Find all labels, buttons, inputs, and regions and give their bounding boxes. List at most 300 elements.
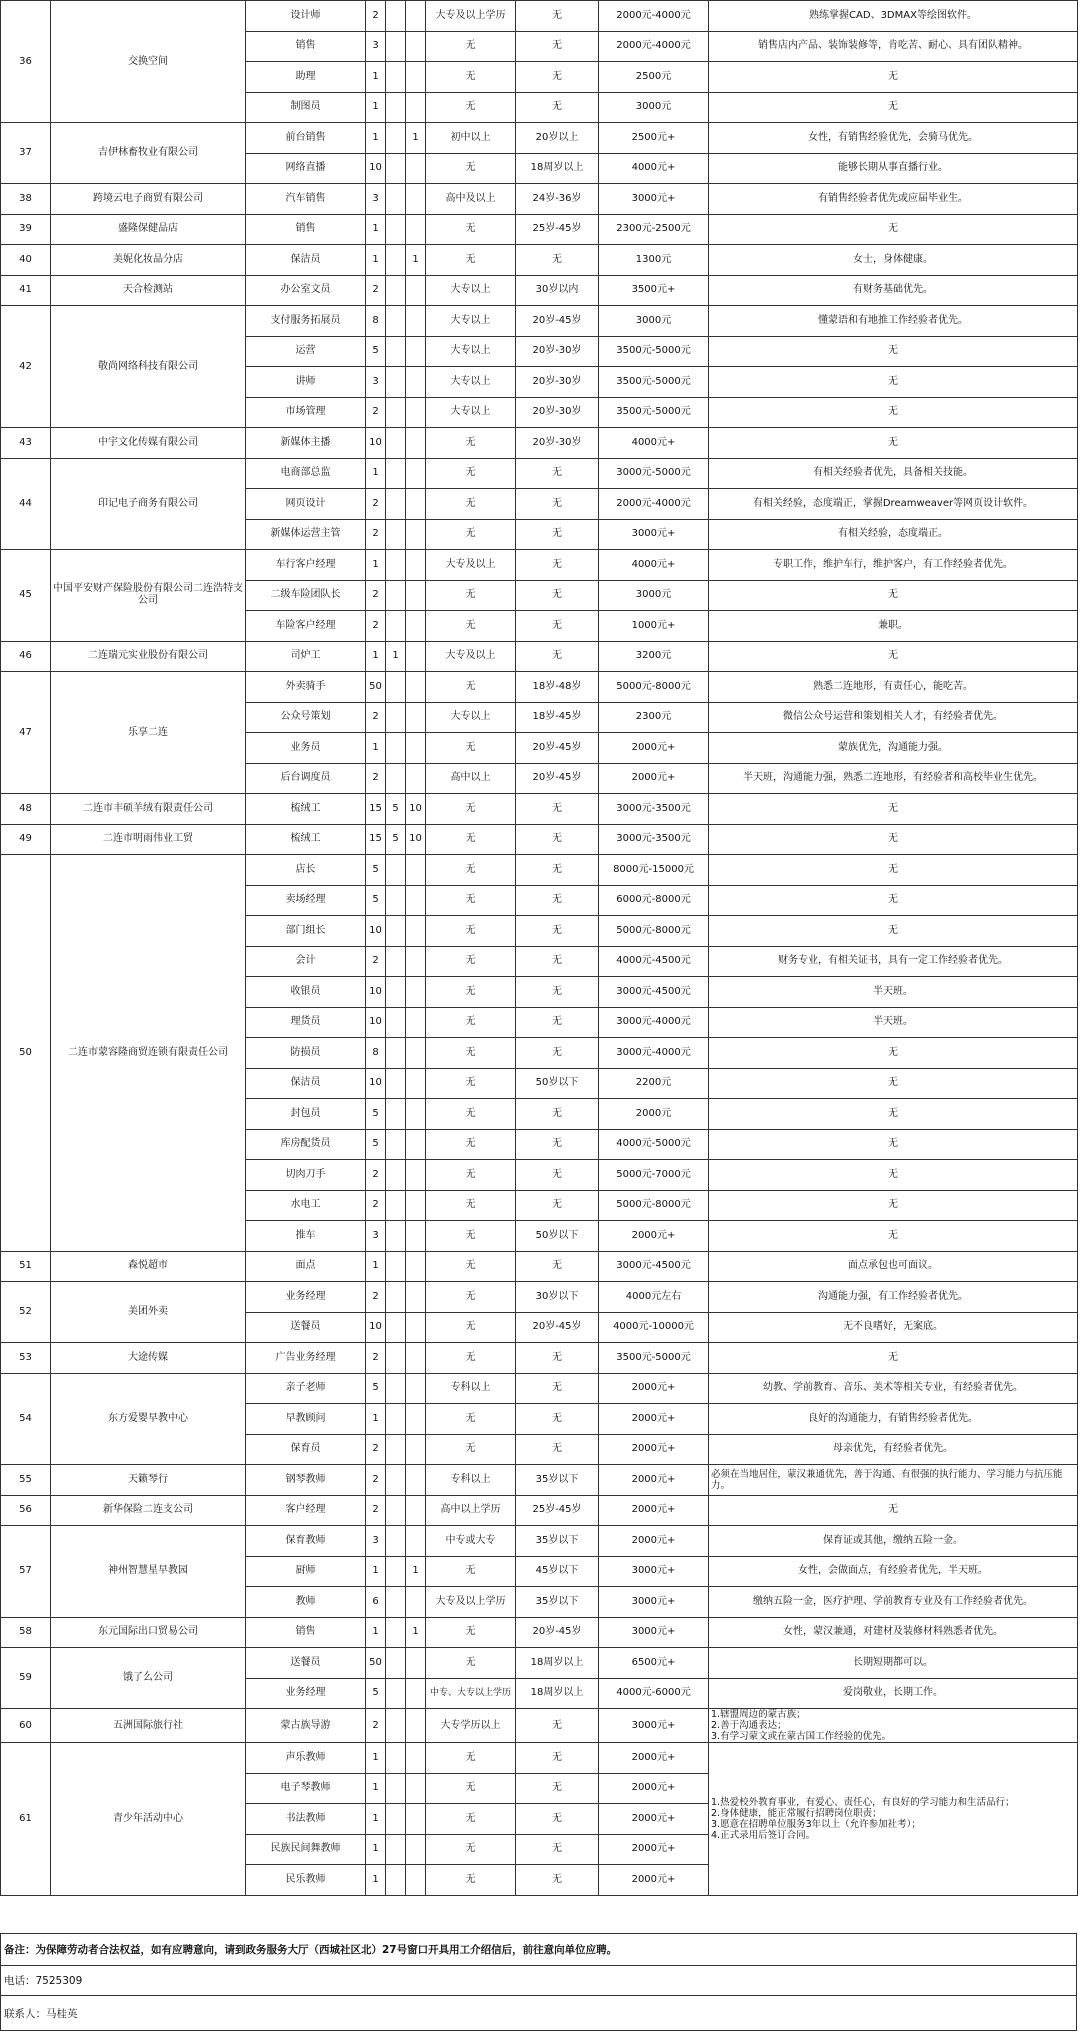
education: 无 (426, 1804, 516, 1835)
job-title: 讲师 (246, 367, 366, 398)
education: 无 (426, 946, 516, 977)
row-number: 37 (1, 123, 51, 184)
female-count: 10 (406, 824, 426, 855)
male-count (386, 245, 406, 276)
female-count (406, 1282, 426, 1313)
headcount: 1 (366, 733, 386, 764)
headcount: 10 (366, 916, 386, 947)
female-count: 10 (406, 794, 426, 825)
education: 无 (426, 672, 516, 703)
company-name: 神州智慧星早教园 (51, 1526, 246, 1618)
headcount: 2 (366, 275, 386, 306)
job-title: 外卖骑手 (246, 672, 366, 703)
age-requirement: 无 (516, 1038, 599, 1069)
salary: 8000元-15000元 (599, 855, 709, 886)
education: 高中以上 (426, 763, 516, 794)
headcount: 1 (366, 458, 386, 489)
female-count (406, 1773, 426, 1804)
company-name: 中宇文化传媒有限公司 (51, 428, 246, 459)
job-title: 声乐教师 (246, 1743, 366, 1774)
job-title: 送餐员 (246, 1312, 366, 1343)
job-title: 车行客户经理 (246, 550, 366, 581)
job-requirement: 无 (709, 336, 1078, 367)
headcount: 10 (366, 428, 386, 459)
male-count (386, 336, 406, 367)
salary: 4000元-4500元 (599, 946, 709, 977)
age-requirement: 无 (516, 1160, 599, 1191)
headcount: 3 (366, 367, 386, 398)
job-requirement: 有相关经验者优先，具备相关技能。 (709, 458, 1078, 489)
job-requirement: 无 (709, 1190, 1078, 1221)
male-count (386, 214, 406, 245)
age-requirement: 无 (516, 1, 599, 32)
job-requirement: 女性，有销售经验优先，会骑马优先。 (709, 123, 1078, 154)
education: 无 (426, 1068, 516, 1099)
job-requirement: 母亲优先，有经验者优先。 (709, 1434, 1078, 1465)
education: 大专及以上 (426, 550, 516, 581)
row-number: 36 (1, 1, 51, 123)
job-requirement: 销售店内产品、装饰装修等，肯吃苦、耐心、具有团队精神。 (709, 31, 1078, 62)
education: 无 (426, 519, 516, 550)
headcount: 2 (366, 1434, 386, 1465)
female-count (406, 1190, 426, 1221)
age-requirement: 35岁以下 (516, 1526, 599, 1557)
male-count (386, 1, 406, 32)
row-number: 55 (1, 1465, 51, 1496)
female-count (406, 1038, 426, 1069)
job-title: 会计 (246, 946, 366, 977)
male-count (386, 92, 406, 123)
row-number: 52 (1, 1282, 51, 1343)
education: 中专、大专以上学历 (426, 1678, 516, 1709)
headcount: 3 (366, 1221, 386, 1252)
headcount: 2 (366, 1, 386, 32)
salary: 4000元+ (599, 428, 709, 459)
row-number: 60 (1, 1709, 51, 1743)
male-count (386, 306, 406, 337)
headcount: 2 (366, 946, 386, 977)
male-count (386, 1221, 406, 1252)
table-row (1, 1282, 1078, 1313)
job-title: 保洁员 (246, 245, 366, 276)
headcount: 2 (366, 1190, 386, 1221)
row-number: 48 (1, 794, 51, 825)
job-title: 助理 (246, 62, 366, 93)
education: 无 (426, 428, 516, 459)
salary: 4000元+ (599, 550, 709, 581)
age-requirement: 无 (516, 1709, 599, 1743)
headcount: 1 (366, 1251, 386, 1282)
job-title: 亲子老师 (246, 1373, 366, 1404)
job-requirement: 面点承包也可面议。 (709, 1251, 1078, 1282)
female-count (406, 1007, 426, 1038)
footer-contact (0, 1996, 1077, 2031)
table-row (1, 794, 1078, 825)
male-count (386, 702, 406, 733)
headcount: 5 (366, 855, 386, 886)
age-requirement: 无 (516, 92, 599, 123)
male-count (386, 1038, 406, 1069)
age-requirement: 无 (516, 1129, 599, 1160)
headcount: 15 (366, 794, 386, 825)
female-count: 1 (406, 1617, 426, 1648)
salary: 2000元 (599, 1099, 709, 1130)
female-count (406, 1648, 426, 1679)
female-count (406, 1495, 426, 1526)
table-row (1, 855, 1078, 886)
female-count (406, 916, 426, 947)
job-requirement: 兼职。 (709, 611, 1078, 642)
male-count (386, 1465, 406, 1496)
male-count (386, 1617, 406, 1648)
headcount: 15 (366, 824, 386, 855)
salary: 5000元-7000元 (599, 1160, 709, 1191)
male-count (386, 1834, 406, 1865)
male-count (386, 31, 406, 62)
job-requirement: 1.辖盟周边的蒙古族； 2.善于沟通表达； 3.有学习蒙文或在蒙古国工作经验的优先。 (709, 1709, 1078, 1743)
job-title: 民乐教师 (246, 1865, 366, 1896)
female-count (406, 1221, 426, 1252)
salary: 3000元-4500元 (599, 977, 709, 1008)
salary: 2000元+ (599, 733, 709, 764)
age-requirement: 35岁以下 (516, 1587, 599, 1618)
job-title: 水电工 (246, 1190, 366, 1221)
education: 无 (426, 1221, 516, 1252)
age-requirement: 无 (516, 824, 599, 855)
headcount: 1 (366, 1773, 386, 1804)
female-count (406, 1834, 426, 1865)
headcount: 2 (366, 1343, 386, 1374)
salary: 3500元-5000元 (599, 336, 709, 367)
job-title: 保育教师 (246, 1526, 366, 1557)
age-requirement: 20岁-30岁 (516, 428, 599, 459)
job-requirement: 无 (709, 1495, 1078, 1526)
headcount: 2 (366, 702, 386, 733)
female-count (406, 489, 426, 520)
education: 大专以上 (426, 702, 516, 733)
table-row (1, 428, 1078, 459)
education: 无 (426, 1865, 516, 1896)
age-requirement: 18岁-48岁 (516, 672, 599, 703)
job-requirement: 无 (709, 214, 1078, 245)
female-count (406, 153, 426, 184)
education: 专科以上 (426, 1373, 516, 1404)
female-count (406, 1678, 426, 1709)
education: 无 (426, 1190, 516, 1221)
female-count (406, 733, 426, 764)
contact-text: 联系人：马桂英 (4, 2007, 78, 2020)
job-requirement: 半天班。 (709, 977, 1078, 1008)
salary: 4000元-6000元 (599, 1678, 709, 1709)
male-count (386, 1099, 406, 1130)
education: 无 (426, 1834, 516, 1865)
education: 无 (426, 458, 516, 489)
education: 无 (426, 31, 516, 62)
job-requirement: 无 (709, 855, 1078, 886)
headcount: 10 (366, 1312, 386, 1343)
salary: 2000元+ (599, 1834, 709, 1865)
job-requirement: 无 (709, 428, 1078, 459)
job-title: 早教顾问 (246, 1404, 366, 1435)
age-requirement: 30岁以内 (516, 275, 599, 306)
job-title: 封包员 (246, 1099, 366, 1130)
age-requirement: 20岁-45岁 (516, 1312, 599, 1343)
age-requirement: 无 (516, 946, 599, 977)
female-count (406, 1, 426, 32)
job-requirement: 无 (709, 824, 1078, 855)
salary: 3000元 (599, 306, 709, 337)
education: 无 (426, 1129, 516, 1160)
salary: 4000元+ (599, 153, 709, 184)
male-count (386, 1404, 406, 1435)
male-count (386, 1495, 406, 1526)
headcount: 1 (366, 1617, 386, 1648)
female-count (406, 580, 426, 611)
job-requirement: 半天班，沟通能力强，熟悉二连地形，有经验者和高校毕业生优先。 (709, 763, 1078, 794)
age-requirement: 无 (516, 1099, 599, 1130)
education: 无 (426, 1434, 516, 1465)
education: 高中及以上 (426, 184, 516, 215)
headcount: 6 (366, 1587, 386, 1618)
education: 大专学历以上 (426, 1709, 516, 1743)
female-count: 1 (406, 1556, 426, 1587)
education: 无 (426, 1160, 516, 1191)
male-count: 5 (386, 824, 406, 855)
job-requirement: 无 (709, 1129, 1078, 1160)
salary: 4000元-10000元 (599, 1312, 709, 1343)
age-requirement: 无 (516, 31, 599, 62)
row-number: 39 (1, 214, 51, 245)
age-requirement: 无 (516, 1007, 599, 1038)
salary: 2000元+ (599, 1804, 709, 1835)
salary: 3000元+ (599, 519, 709, 550)
female-count (406, 1743, 426, 1774)
salary: 3000元+ (599, 184, 709, 215)
salary: 3000元-3500元 (599, 824, 709, 855)
job-title: 切肉刀手 (246, 1160, 366, 1191)
salary: 3000元-4000元 (599, 1007, 709, 1038)
headcount: 3 (366, 1526, 386, 1557)
salary: 2000元+ (599, 1373, 709, 1404)
job-requirement: 无 (709, 641, 1078, 672)
company-name: 跨境云电子商贸有限公司 (51, 184, 246, 215)
education: 无 (426, 1007, 516, 1038)
job-requirement: 1.热爱校外教育事业，有爱心、责任心，有良好的学习能力和生活品行； 2.身体健康，能正常履行招聘岗位职责； 3.愿意在招聘单位服务3年以上（允许参加社考）； 4.正式录用后签订合同。 (709, 1743, 1078, 1896)
company-name: 中国平安财产保险股份有限公司二连浩特支公司 (51, 550, 246, 642)
female-count (406, 641, 426, 672)
table-row (1, 275, 1078, 306)
female-count: 1 (406, 245, 426, 276)
age-requirement: 20岁-30岁 (516, 367, 599, 398)
company-name: 五洲国际旅行社 (51, 1709, 246, 1743)
company-name: 青少年活动中心 (51, 1743, 246, 1896)
job-title: 车险客户经理 (246, 611, 366, 642)
headcount: 3 (366, 31, 386, 62)
job-title: 厨师 (246, 1556, 366, 1587)
age-requirement: 无 (516, 977, 599, 1008)
age-requirement: 35岁以下 (516, 1465, 599, 1496)
education: 无 (426, 1648, 516, 1679)
male-count (386, 1160, 406, 1191)
salary: 3500元-5000元 (599, 397, 709, 428)
job-requirement: 熟练掌握CAD、3DMAX等绘图软件。 (709, 1, 1078, 32)
job-requirement: 女士，身体健康。 (709, 245, 1078, 276)
age-requirement: 18周岁以上 (516, 1678, 599, 1709)
male-count (386, 885, 406, 916)
job-requirement: 无 (709, 916, 1078, 947)
female-count (406, 275, 426, 306)
company-name: 美妮化妆品分店 (51, 245, 246, 276)
headcount: 2 (366, 1465, 386, 1496)
education: 无 (426, 1343, 516, 1374)
education: 无 (426, 1773, 516, 1804)
male-count (386, 672, 406, 703)
row-number: 43 (1, 428, 51, 459)
job-title: 民族民间舞教师 (246, 1834, 366, 1865)
salary: 3000元+ (599, 1556, 709, 1587)
headcount: 50 (366, 672, 386, 703)
age-requirement: 无 (516, 1865, 599, 1896)
salary: 2300元 (599, 702, 709, 733)
headcount: 5 (366, 1373, 386, 1404)
salary: 2000元+ (599, 1465, 709, 1496)
education: 无 (426, 977, 516, 1008)
job-title: 教师 (246, 1587, 366, 1618)
female-count (406, 1129, 426, 1160)
job-requirement: 有相关经验，态度端正，掌握Dreamweaver等网页设计软件。 (709, 489, 1078, 520)
job-requirement: 无 (709, 397, 1078, 428)
female-count (406, 214, 426, 245)
education: 无 (426, 580, 516, 611)
female-count (406, 1099, 426, 1130)
job-title: 新媒体主播 (246, 428, 366, 459)
company-name: 森悦超市 (51, 1251, 246, 1282)
job-title: 面点 (246, 1251, 366, 1282)
age-requirement: 无 (516, 458, 599, 489)
job-title: 办公室文员 (246, 275, 366, 306)
table-row (1, 1, 1078, 32)
job-title: 客户经理 (246, 1495, 366, 1526)
male-count (386, 1434, 406, 1465)
salary: 5000元-8000元 (599, 672, 709, 703)
job-title: 网络直播 (246, 153, 366, 184)
footer-note-text: 备注：为保障劳动者合法权益，如有应聘意向，请到政务服务大厅（西城社区北）27号窗口开具用工介绍信后，前往意向单位应聘。 (4, 1944, 618, 1956)
education: 中专或大专 (426, 1526, 516, 1557)
job-title: 店长 (246, 855, 366, 886)
salary: 3500元+ (599, 275, 709, 306)
male-count (386, 946, 406, 977)
female-count (406, 1804, 426, 1835)
education: 无 (426, 245, 516, 276)
female-count (406, 977, 426, 1008)
table-row (1, 550, 1078, 581)
male-count (386, 763, 406, 794)
job-title: 公众号策划 (246, 702, 366, 733)
job-title: 钢琴教师 (246, 1465, 366, 1496)
female-count (406, 1404, 426, 1435)
male-count: 5 (386, 794, 406, 825)
table-row (1, 1495, 1078, 1526)
company-name: 东方爱婴早教中心 (51, 1373, 246, 1465)
education: 大专以上 (426, 336, 516, 367)
education: 无 (426, 1099, 516, 1130)
job-title: 后台调度员 (246, 763, 366, 794)
salary: 2000元+ (599, 1773, 709, 1804)
company-name: 大途传媒 (51, 1343, 246, 1374)
education: 大专及以上学历 (426, 1587, 516, 1618)
salary: 2000元-4000元 (599, 1, 709, 32)
row-number: 41 (1, 275, 51, 306)
age-requirement: 20岁-30岁 (516, 336, 599, 367)
table-row (1, 641, 1078, 672)
age-requirement: 50岁以下 (516, 1221, 599, 1252)
headcount: 5 (366, 1099, 386, 1130)
company-name: 敬尚网络科技有限公司 (51, 306, 246, 428)
job-title: 网页设计 (246, 489, 366, 520)
female-count: 1 (406, 123, 426, 154)
female-count (406, 1709, 426, 1743)
female-count (406, 946, 426, 977)
job-requirement: 无 (709, 1068, 1078, 1099)
company-name: 印记电子商务有限公司 (51, 458, 246, 550)
row-number: 53 (1, 1343, 51, 1374)
job-requirement: 缴纳五险一金，医疗护理、学前教育专业及有工作经验者优先。 (709, 1587, 1078, 1618)
job-title: 销售 (246, 1617, 366, 1648)
female-count (406, 1526, 426, 1557)
male-count (386, 1526, 406, 1557)
job-requirement: 无 (709, 1221, 1078, 1252)
headcount: 10 (366, 977, 386, 1008)
salary: 3000元+ (599, 1617, 709, 1648)
age-requirement: 无 (516, 1251, 599, 1282)
male-count (386, 123, 406, 154)
female-count (406, 336, 426, 367)
company-name: 天合检测站 (51, 275, 246, 306)
education: 无 (426, 62, 516, 93)
male-count (386, 1709, 406, 1743)
salary: 1000元+ (599, 611, 709, 642)
job-title: 业务经理 (246, 1282, 366, 1313)
male-count (386, 367, 406, 398)
male-count (386, 184, 406, 215)
job-title: 保育员 (246, 1434, 366, 1465)
male-count (386, 1648, 406, 1679)
salary: 2000元+ (599, 1743, 709, 1774)
female-count (406, 885, 426, 916)
job-requirement: 良好的沟通能力，有销售经验者优先。 (709, 1404, 1078, 1435)
education: 无 (426, 1038, 516, 1069)
education: 无 (426, 1556, 516, 1587)
headcount: 5 (366, 336, 386, 367)
job-title: 电商部总监 (246, 458, 366, 489)
female-count (406, 1160, 426, 1191)
salary: 6500元+ (599, 1648, 709, 1679)
female-count (406, 1465, 426, 1496)
job-title: 司炉工 (246, 641, 366, 672)
education: 大专以上 (426, 367, 516, 398)
company-name: 美团外卖 (51, 1282, 246, 1343)
male-count (386, 580, 406, 611)
salary: 5000元-8000元 (599, 1190, 709, 1221)
job-title: 二级车险团队长 (246, 580, 366, 611)
job-requirement: 无 (709, 794, 1078, 825)
female-count (406, 1434, 426, 1465)
male-count (386, 1190, 406, 1221)
company-name: 新华保险二连支公司 (51, 1495, 246, 1526)
salary: 3000元-3500元 (599, 794, 709, 825)
row-number: 44 (1, 458, 51, 550)
headcount: 1 (366, 1834, 386, 1865)
